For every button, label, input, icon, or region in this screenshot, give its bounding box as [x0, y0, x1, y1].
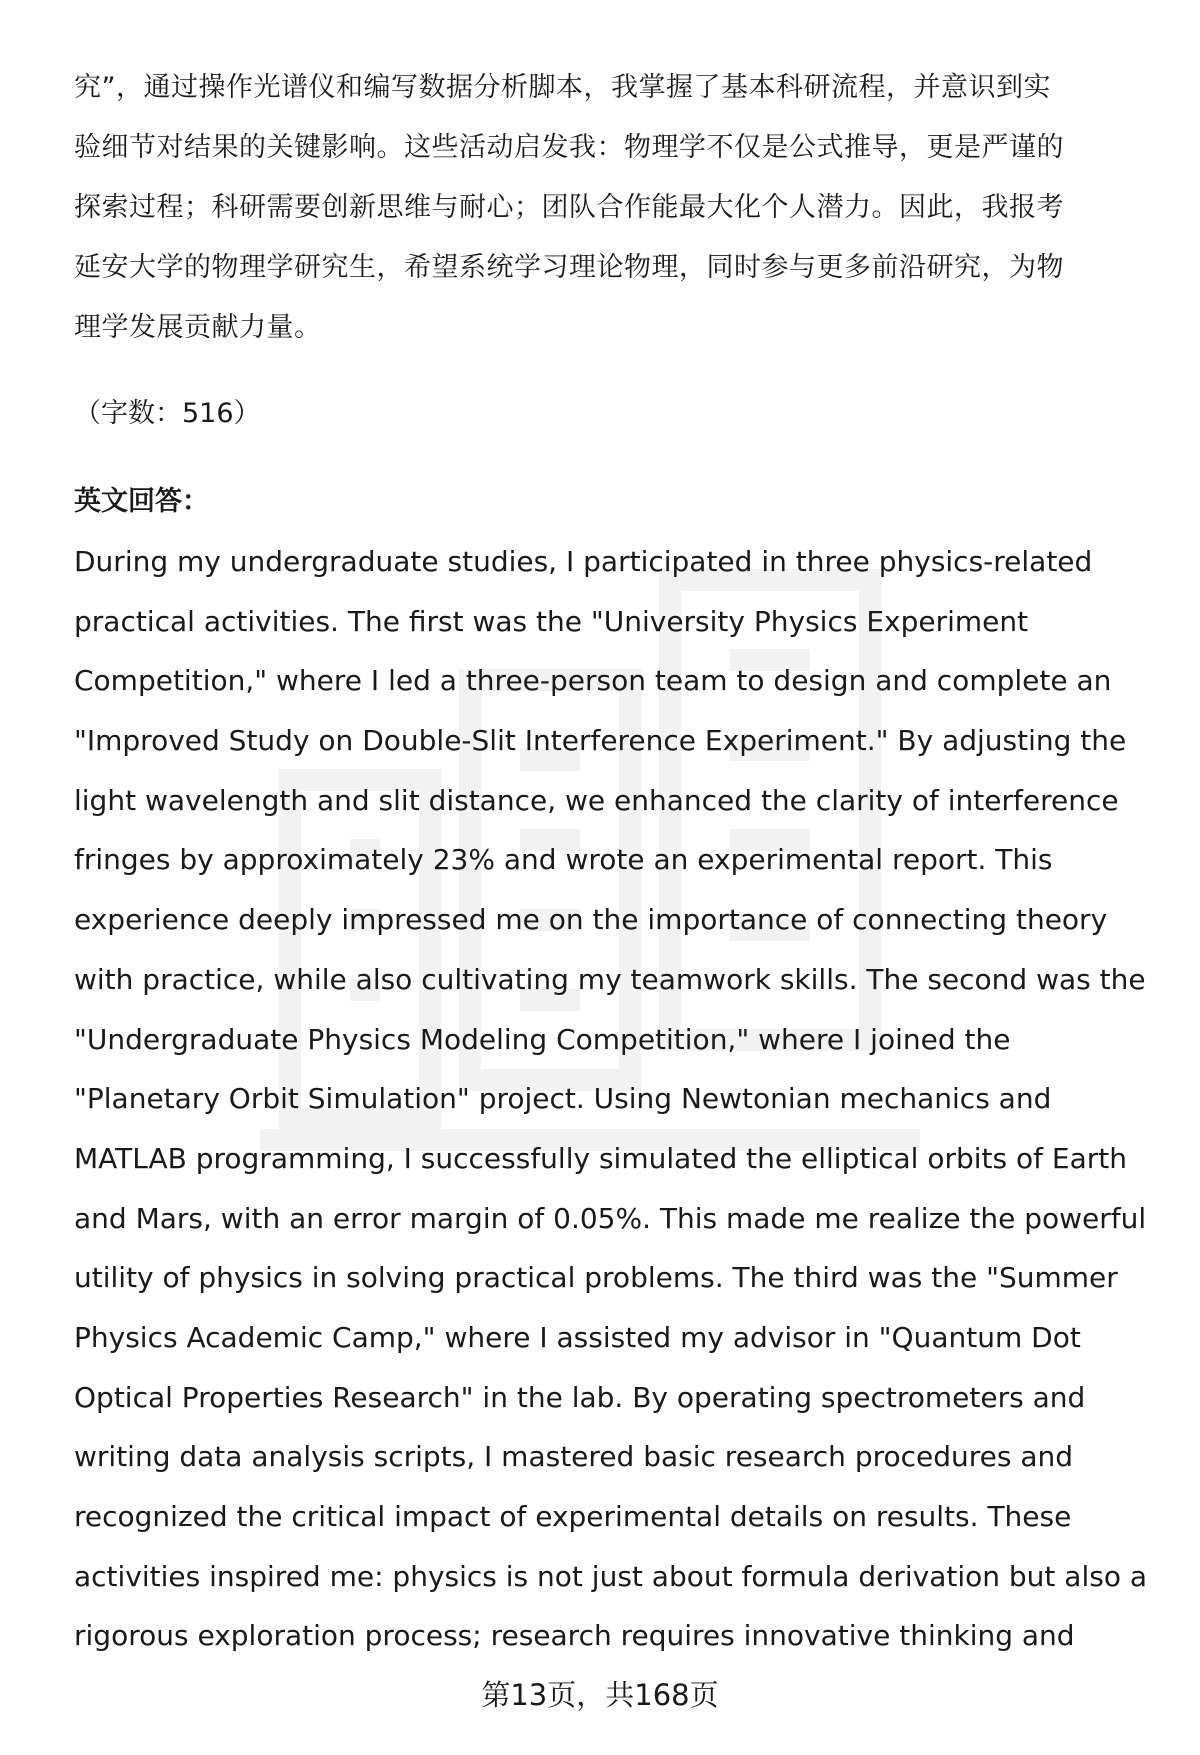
english-line: and Mars, with an error margin of 0.05%. This made me realize the powerful	[74, 1201, 1147, 1235]
english-line: Physics Academic Camp," where I assisted my advisor in "Quantum Dot	[74, 1320, 1081, 1354]
english-line: "Planetary Orbit Simulation" project. Using Newtonian mechanics and	[74, 1082, 1052, 1116]
english-line: utility of physics in solving practical problems. The third was the "Summer	[74, 1261, 1118, 1295]
english-line: recognized the critical impact of experimental details on results. These	[74, 1500, 1072, 1533]
english-line: Optical Properties Research" in the lab. By operating spectrometers and	[74, 1380, 1086, 1414]
english-line: activities inspired me: physics is not just about formula derivation but also a	[74, 1559, 1148, 1593]
chinese-line: 究”，通过操作光谱仪和编写数据分析脚本，我掌握了基本科研流程，并意识到实	[74, 72, 1051, 103]
english-line: During my undergraduate studies, I participated in three physics-related	[74, 545, 1093, 578]
english-line: rigorous exploration process; research requires innovative thinking and	[74, 1619, 1075, 1653]
english-line: MATLAB programming, I successfully simulated the elliptical orbits of Earth	[74, 1141, 1127, 1175]
page-number-footer: 第13页，共168页	[481, 1678, 719, 1712]
english-line: writing data analysis scripts, I mastered basic research procedures and	[74, 1440, 1074, 1474]
english-line: experience deeply impressed me on the importance of connecting theory	[74, 903, 1108, 937]
chinese-line: 探索过程；科研需要创新思维与耐心；团队合作能最大化个人潜力。因此，我报考	[74, 192, 1064, 223]
english-line: "Improved Study on Double-Slit Interference Experiment." By adjusting the	[74, 724, 1127, 758]
chinese-line: 延安大学的物理学研究生，希望系统学习理论物理，同时参与更多前沿研究，为物	[74, 252, 1064, 283]
english-answer-heading: 英文回答：	[74, 486, 209, 517]
english-line: with practice, while also cultivating my teamwork skills. The second was the	[74, 962, 1146, 996]
english-line: "Undergraduate Physics Modeling Competition," where I joined the	[74, 1022, 1011, 1056]
chinese-line: 验细节对结果的关键影响。这些活动启发我：物理学不仅是公式推导，更是严谨的	[74, 132, 1064, 163]
chinese-paragraph	[74, 58, 1154, 358]
word-count: （字数：516）	[74, 398, 261, 429]
english-paragraph	[74, 532, 1164, 1666]
english-line: Competition," where I led a three-person team to design and complete an	[74, 664, 1112, 698]
english-line: fringes by approximately 23% and wrote an experimental report. This	[74, 843, 1053, 877]
english-line: practical activities. The first was the "University Physics Experiment	[74, 604, 1029, 638]
chinese-line: 理学发展贡献力量。	[74, 312, 322, 343]
english-line: light wavelength and slit distance, we enhanced the clarity of interference	[74, 783, 1119, 817]
